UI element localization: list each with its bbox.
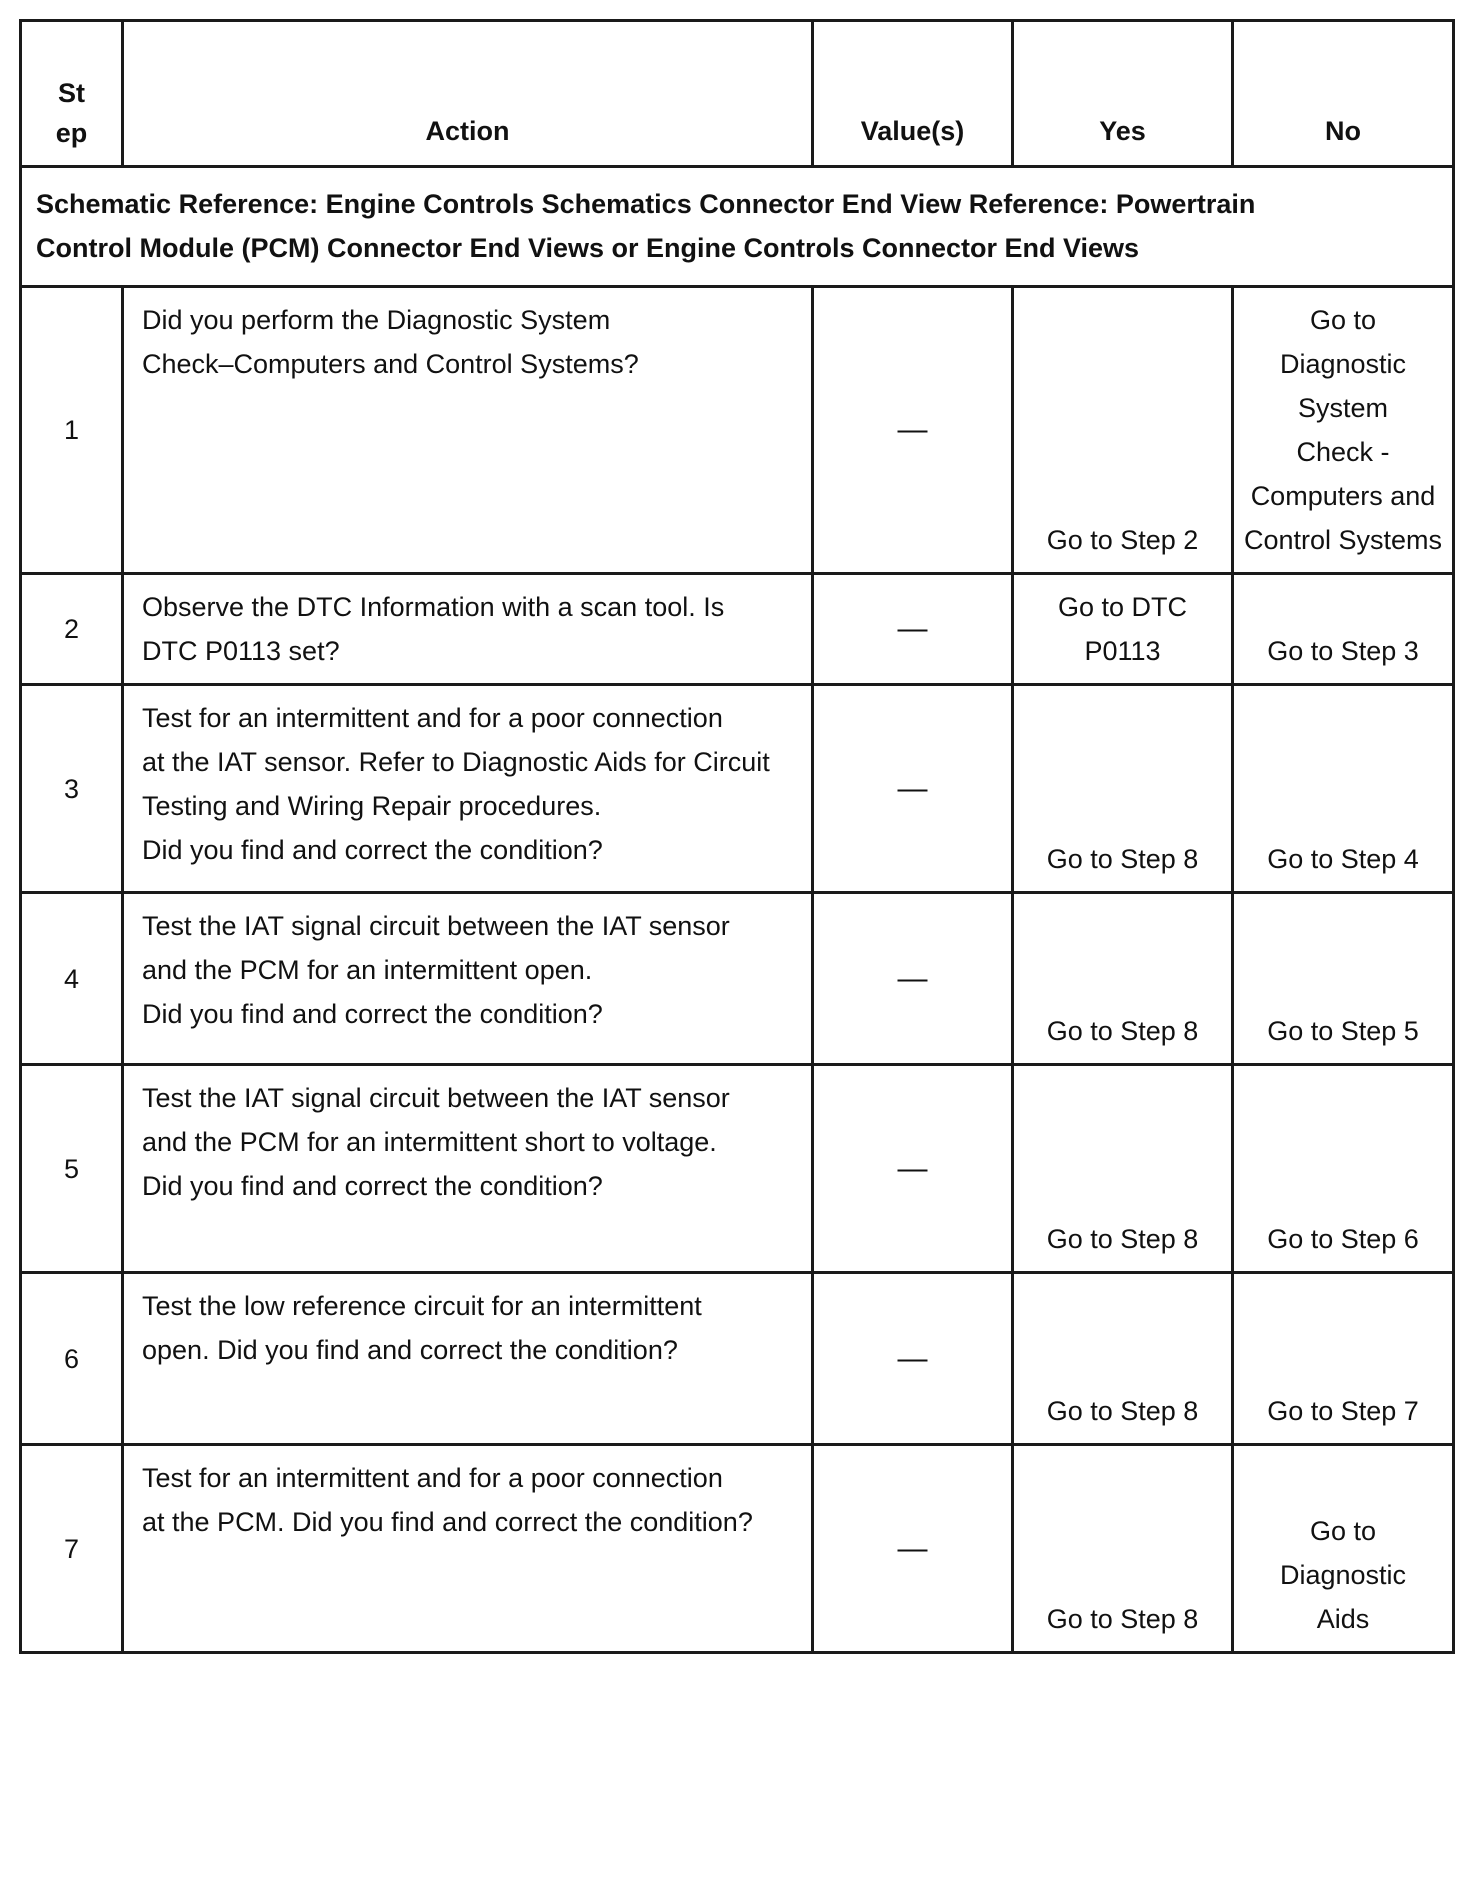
step-number: 4 — [21, 893, 123, 1065]
no-line: Go to Step 6 — [1267, 1224, 1419, 1254]
header-step-line: ep — [55, 118, 88, 148]
table-row — [21, 893, 1454, 1065]
no-line: Go to — [1309, 1516, 1377, 1546]
step-number: 2 — [21, 574, 123, 685]
yes-line: Go to Step 8 — [1046, 1396, 1199, 1426]
table-row — [21, 1445, 1454, 1653]
action-line: DTC P0113 set? — [142, 636, 340, 666]
step-value: — — [813, 685, 1013, 893]
step-action — [123, 1445, 813, 1653]
header-no: No — [1233, 21, 1454, 167]
no-line: Aids — [1316, 1604, 1370, 1634]
action-line: Did you find and correct the condition? — [142, 835, 603, 865]
yes-result — [1013, 1273, 1233, 1445]
no-result — [1233, 685, 1454, 893]
reference-line: Control Module (PCM) Connector End Views or Engine Controls Connector End Views — [36, 232, 1140, 263]
step-number: 5 — [21, 1065, 123, 1273]
step-action — [123, 893, 813, 1065]
no-result — [1233, 893, 1454, 1065]
action-line: Did you find and correct the condition? — [142, 1171, 603, 1201]
action-line: Testing and Wiring Repair procedures. — [142, 791, 602, 821]
table-row — [21, 574, 1454, 685]
header-action: Action — [123, 21, 813, 167]
schematic-reference — [21, 167, 1454, 287]
action-line: at the IAT sensor. Refer to Diagnostic Aids for Circuit — [142, 747, 770, 777]
no-line: Diagnostic — [1279, 1560, 1407, 1590]
action-line: Test for an intermittent and for a poor connection — [142, 1463, 723, 1493]
step-number: 1 — [21, 287, 123, 574]
step-action — [123, 287, 813, 574]
action-line: Test for an intermittent and for a poor connection — [142, 703, 723, 733]
action-line: Observe the DTC Information with a scan tool. Is — [142, 592, 725, 622]
no-line: Computers and — [1250, 481, 1436, 511]
reference-line: Schematic Reference: Engine Controls Schematics Connector End View Reference: Powertrain — [36, 188, 1256, 219]
yes-line: Go to Step 8 — [1046, 1224, 1199, 1254]
yes-result — [1013, 574, 1233, 685]
step-value: — — [813, 893, 1013, 1065]
step-value: — — [813, 574, 1013, 685]
header-step — [21, 21, 123, 167]
yes-result — [1013, 893, 1233, 1065]
step-number: 3 — [21, 685, 123, 893]
no-line: Control Systems — [1243, 525, 1443, 555]
yes-line: P0113 — [1084, 636, 1161, 666]
action-line: at the PCM. Did you find and correct the condition? — [142, 1507, 753, 1537]
action-line: Test the IAT signal circuit between the IAT sensor — [142, 911, 730, 941]
step-action — [123, 574, 813, 685]
step-number: 7 — [21, 1445, 123, 1653]
no-line: Go to Step 3 — [1267, 636, 1419, 666]
yes-result — [1013, 1445, 1233, 1653]
yes-line: Go to DTC — [1057, 592, 1188, 622]
step-action — [123, 685, 813, 893]
yes-line: Go to Step 8 — [1046, 1016, 1199, 1046]
step-action — [123, 1065, 813, 1273]
step-action — [123, 1273, 813, 1445]
step-number: 6 — [21, 1273, 123, 1445]
yes-line: Go to Step 2 — [1046, 525, 1199, 555]
diagnostic-table — [19, 19, 1455, 1654]
header-yes: Yes — [1013, 21, 1233, 167]
header-step-line: St — [58, 78, 85, 108]
action-line: Check–Computers and Control Systems? — [142, 349, 639, 379]
yes-result — [1013, 685, 1233, 893]
table-row — [21, 1273, 1454, 1445]
no-result — [1233, 1065, 1454, 1273]
action-line: Test the low reference circuit for an intermittent — [142, 1291, 702, 1321]
table-row — [21, 1065, 1454, 1273]
action-line: Did you perform the Diagnostic System — [142, 305, 611, 335]
action-line: open. Did you find and correct the condition? — [142, 1335, 678, 1365]
no-result — [1233, 1273, 1454, 1445]
header-values: Value(s) — [813, 21, 1013, 167]
no-line: System — [1297, 393, 1389, 423]
step-value: — — [813, 1273, 1013, 1445]
yes-line: Go to Step 8 — [1046, 1604, 1199, 1634]
yes-line: Go to Step 8 — [1046, 844, 1199, 874]
no-result — [1233, 574, 1454, 685]
step-value: — — [813, 287, 1013, 574]
table-row — [21, 685, 1454, 893]
action-line: Did you find and correct the condition? — [142, 999, 603, 1029]
step-rows — [21, 287, 1454, 1653]
no-line: Go to Step 4 — [1267, 844, 1419, 874]
no-line: Go to Step 7 — [1267, 1396, 1419, 1426]
no-line: Check - — [1296, 437, 1390, 467]
yes-result — [1013, 1065, 1233, 1273]
action-line: Test the IAT signal circuit between the IAT sensor — [142, 1083, 730, 1113]
reference-row — [21, 167, 1454, 287]
no-line: Go to — [1309, 305, 1377, 335]
table-row — [21, 287, 1454, 574]
no-result — [1233, 287, 1454, 574]
action-line: and the PCM for an intermittent open. — [142, 955, 593, 985]
action-line: and the PCM for an intermittent short to voltage. — [142, 1127, 717, 1157]
no-line: Diagnostic — [1279, 349, 1407, 379]
step-value: — — [813, 1445, 1013, 1653]
yes-result — [1013, 287, 1233, 574]
no-line: Go to Step 5 — [1267, 1016, 1419, 1046]
table-header-row — [21, 21, 1454, 167]
step-value: — — [813, 1065, 1013, 1273]
no-result — [1233, 1445, 1454, 1653]
